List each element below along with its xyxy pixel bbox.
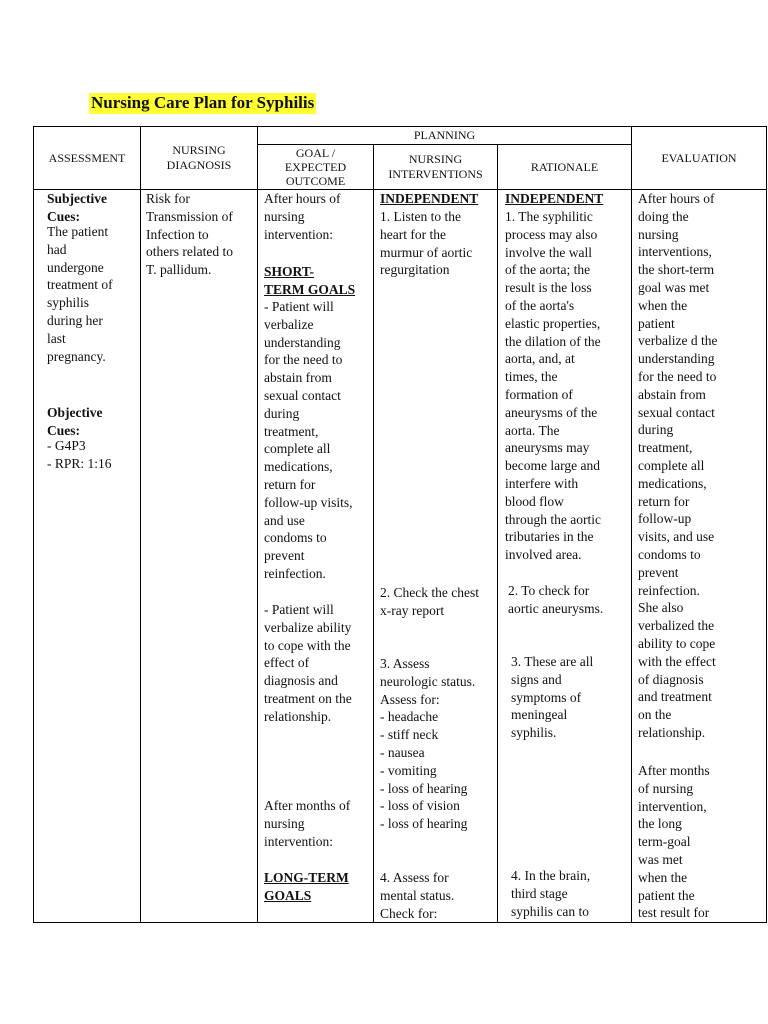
nursing-diagnosis-text: Risk for Transmission of Infection to others related to T. pallidum. [146, 191, 233, 278]
header-goal: GOAL / EXPECTED OUTCOME [284, 146, 347, 188]
long-term-goals-label: LONG-TERM GOALS [264, 870, 349, 903]
document-title: Nursing Care Plan for Syphilis [91, 93, 315, 112]
intervention-2: 2. Check the chest x-ray report [380, 585, 479, 618]
subjective-cues-text: The patient had undergone treatment of syphilis during her last pregnancy. [47, 224, 113, 364]
evaluation-long-term: After months of nursing intervention, the long term-goal was met when the patient the test result for [638, 763, 710, 921]
intervention-3: 3. Assess neurologic status. Assess for: - headache - stiff neck - nausea - vomiting - loss of hearing - loss of vision - loss of hearing [380, 656, 476, 832]
long-term-intro: After months of nursing intervention: [264, 798, 351, 849]
short-term-goal-2: - Patient will verbalize ability to cope with the effect of diagnosis and treatment on the relationship. [264, 602, 352, 724]
short-term-goal-1: - Patient will verbalize understanding for the need to abstain from sexual contact during treatment, complete all medications, return for follow-up visits, and use condoms to prevent reinfection. [264, 299, 353, 581]
header-evaluation: EVALUATION [661, 150, 737, 165]
header-planning: PLANNING [413, 128, 476, 142]
intervention-4: 4. Assess for mental status. Check for: [380, 870, 455, 921]
header-nursing-diagnosis: NURSING DIAGNOSIS [166, 143, 232, 172]
rationale-4: 4. In the brain, third stage syphilis can to [511, 868, 591, 919]
objective-cues-label: Objective Cues: [47, 405, 103, 438]
rationale-3: 3. These are all signs and symptoms of meningeal syphilis. [511, 654, 594, 741]
rationale-1: 1. The syphilitic process may also involve the wall of the aorta; the result is the loss of the aorta's elastic properties, the dilation of the aorta, and, at times, the formation of aneurysms of the aorta. The aneurysms may become large and interfere with blood flow through the aortic tributaries in the involved area. [505, 209, 601, 563]
evaluation-short-term: After hours of doing the nursing interventions, the short-term goal was met when the patient verbalize d the understanding for the need to abstain from sexual contact during treatment, complete all medications, return for follow-up visits, and use condoms to prevent reinfection. She also verbalized the ability to cope with the effect of diagnosis and treatment on the relationship. [638, 191, 718, 740]
subjective-cues-label: Subjective Cues: [47, 191, 107, 224]
header-nursing-interventions: NURSING INTERVENTIONS [388, 152, 483, 181]
rationale-independent-label: INDEPENDENT [505, 191, 604, 206]
interventions-independent-label: INDEPENDENT [380, 191, 479, 206]
header-rationale: RATIONALE [530, 159, 599, 174]
goal-intro: After hours of nursing intervention: [264, 191, 341, 242]
objective-cues-text: - G4P3 - RPR: 1:16 [47, 438, 112, 471]
rationale-2: 2. To check for aortic aneurysms. [508, 583, 604, 616]
intervention-1: 1. Listen to the heart for the murmur of aortic regurgitation [380, 209, 473, 278]
short-term-goals-label: SHORT- TERM GOALS [264, 264, 356, 297]
header-assessment: ASSESSMENT [48, 150, 126, 165]
